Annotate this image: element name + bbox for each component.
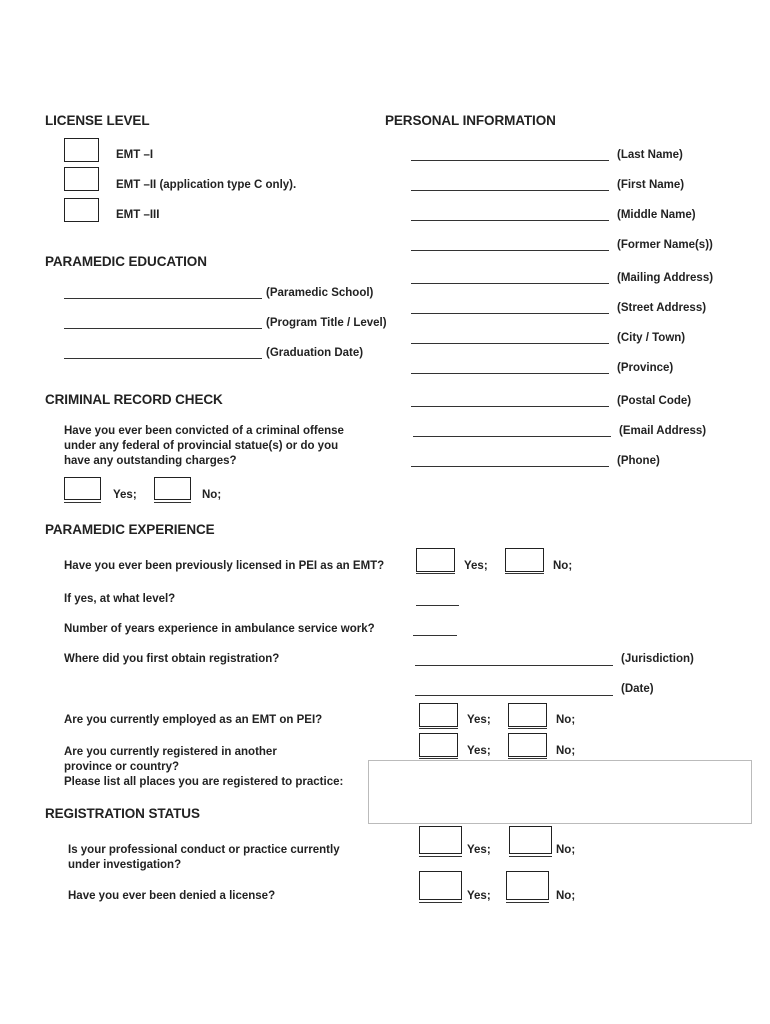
- conduct-no-label: No;: [556, 844, 576, 856]
- criminal-yes-label: Yes;: [113, 489, 137, 501]
- denied-no-checkbox[interactable]: [506, 871, 549, 900]
- licensed-pei-yes-checkbox[interactable]: [416, 548, 455, 572]
- employed-yes-label: Yes;: [467, 714, 491, 726]
- paramedic-school-label: (Paramedic School): [266, 287, 374, 299]
- employed-pei-question: Are you currently employed as an EMT on PEI?: [64, 714, 323, 726]
- licensed-pei-no-checkbox[interactable]: [505, 548, 544, 572]
- middle-name-label: (Middle Name): [617, 209, 696, 221]
- middle-name-field[interactable]: [411, 220, 609, 221]
- employed-no-underline: [508, 728, 547, 729]
- denied-no-label: No;: [556, 890, 576, 902]
- first-registration-question: Where did you first obtain registration?: [64, 653, 280, 665]
- program-title-label: (Program Title / Level): [266, 317, 387, 329]
- denied-yes-label: Yes;: [467, 890, 491, 902]
- criminal-yes-checkbox[interactable]: [64, 477, 101, 500]
- graduation-date-field[interactable]: [64, 358, 262, 359]
- level-question: If yes, at what level?: [64, 593, 176, 605]
- licensed-pei-no-underline: [505, 573, 544, 574]
- registration-status-heading: REGISTRATION STATUS: [45, 806, 200, 821]
- registered-yes-underline: [419, 758, 458, 759]
- years-experience-question: Number of years experience in ambulance service work?: [64, 623, 375, 635]
- conduct-no-underline: [509, 856, 552, 857]
- emt-1-label: EMT –I: [116, 149, 154, 161]
- conduct-question-line-1: Is your professional conduct or practice currently: [68, 844, 340, 856]
- email-address-label: (Email Address): [619, 425, 707, 437]
- program-title-field[interactable]: [64, 328, 262, 329]
- phone-label: (Phone): [617, 455, 660, 467]
- postal-code-field[interactable]: [411, 406, 609, 407]
- city-town-field[interactable]: [411, 343, 609, 344]
- last-name-field[interactable]: [411, 160, 609, 161]
- street-address-label: (Street Address): [617, 302, 707, 314]
- criminal-question-line-2: under any federal of provincial statue(s) or do you: [64, 440, 339, 452]
- conduct-yes-checkbox[interactable]: [419, 826, 462, 854]
- last-name-label: (Last Name): [617, 149, 683, 161]
- jurisdiction-field[interactable]: [415, 665, 613, 666]
- street-address-field[interactable]: [411, 313, 609, 314]
- personal-info-heading: PERSONAL INFORMATION: [385, 113, 556, 128]
- licensed-pei-question: Have you ever been previously licensed in PEI as an EMT?: [64, 560, 385, 572]
- registration-date-field[interactable]: [415, 695, 613, 696]
- graduation-date-label: (Graduation Date): [266, 347, 364, 359]
- licensed-pei-no-label: No;: [553, 560, 573, 572]
- conduct-question-line-2: under investigation?: [68, 859, 182, 871]
- employed-yes-underline: [419, 728, 458, 729]
- denied-yes-checkbox[interactable]: [419, 871, 462, 900]
- employed-no-checkbox[interactable]: [508, 703, 547, 727]
- former-names-field[interactable]: [411, 250, 609, 251]
- phone-field[interactable]: [411, 466, 609, 467]
- former-names-label: (Former Name(s)): [617, 239, 713, 251]
- denied-license-question: Have you ever been denied a license?: [68, 890, 276, 902]
- emt-3-label: EMT –III: [116, 209, 160, 221]
- registered-elsewhere-line-3: Please list all places you are registered to practice:: [64, 776, 344, 788]
- paramedic-experience-heading: PARAMEDIC EXPERIENCE: [45, 522, 215, 537]
- paramedic-school-field[interactable]: [64, 298, 262, 299]
- postal-code-label: (Postal Code): [617, 395, 692, 407]
- registered-elsewhere-line-1: Are you currently registered in another: [64, 746, 277, 758]
- conduct-yes-underline: [419, 856, 462, 857]
- years-experience-field[interactable]: [413, 635, 457, 636]
- jurisdiction-label: (Jurisdiction): [621, 653, 694, 665]
- level-field[interactable]: [416, 605, 459, 606]
- criminal-no-underline: [154, 502, 191, 503]
- criminal-yes-underline: [64, 502, 101, 503]
- province-field[interactable]: [411, 373, 609, 374]
- first-name-field[interactable]: [411, 190, 609, 191]
- mailing-address-field[interactable]: [411, 283, 609, 284]
- registered-yes-label: Yes;: [467, 745, 491, 757]
- email-address-field[interactable]: [413, 436, 611, 437]
- conduct-no-checkbox[interactable]: [509, 826, 552, 854]
- registered-elsewhere-line-2: province or country?: [64, 761, 180, 773]
- criminal-no-checkbox[interactable]: [154, 477, 191, 500]
- emt-2-checkbox[interactable]: [64, 167, 99, 191]
- city-town-label: (City / Town): [617, 332, 686, 344]
- licensed-pei-yes-label: Yes;: [464, 560, 488, 572]
- registered-no-label: No;: [556, 745, 576, 757]
- criminal-no-label: No;: [202, 489, 222, 501]
- employed-no-label: No;: [556, 714, 576, 726]
- province-label: (Province): [617, 362, 674, 374]
- registered-places-textarea[interactable]: [368, 760, 752, 824]
- emt-3-checkbox[interactable]: [64, 198, 99, 222]
- emt-1-checkbox[interactable]: [64, 138, 99, 162]
- license-level-heading: LICENSE LEVEL: [45, 113, 150, 128]
- registration-date-label: (Date): [621, 683, 654, 695]
- criminal-question-line-1: Have you ever been convicted of a criminal offense: [64, 425, 344, 437]
- licensed-pei-yes-underline: [416, 573, 455, 574]
- employed-yes-checkbox[interactable]: [419, 703, 458, 727]
- denied-no-underline: [506, 902, 549, 903]
- criminal-record-heading: CRIMINAL RECORD CHECK: [45, 392, 223, 407]
- paramedic-education-heading: PARAMEDIC EDUCATION: [45, 254, 207, 269]
- registered-no-underline: [508, 758, 547, 759]
- criminal-question-line-3: have any outstanding charges?: [64, 455, 237, 467]
- registered-yes-checkbox[interactable]: [419, 733, 458, 757]
- conduct-yes-label: Yes;: [467, 844, 491, 856]
- denied-yes-underline: [419, 902, 462, 903]
- emt-2-label: EMT –II (application type C only).: [116, 179, 297, 191]
- first-name-label: (First Name): [617, 179, 685, 191]
- mailing-address-label: (Mailing Address): [617, 272, 714, 284]
- registered-no-checkbox[interactable]: [508, 733, 547, 757]
